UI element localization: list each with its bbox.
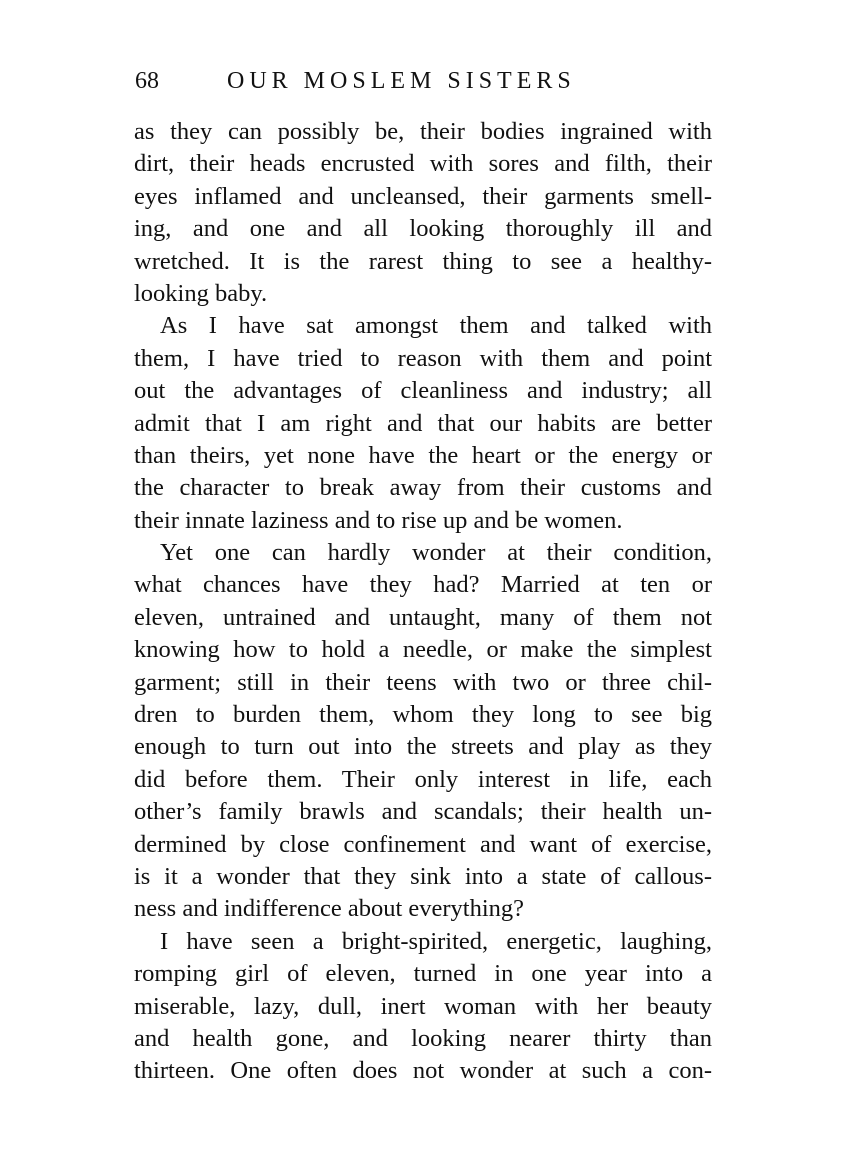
- text-line: dirt, their heads encrusted with sores and filth, their: [134, 150, 712, 178]
- page-header: [135, 68, 715, 104]
- text-line: did before them. Their only interest in life, each: [134, 765, 712, 793]
- text-line: what chances have they had? Married at ten or: [134, 571, 712, 599]
- text-line: their innate laziness and to rise up and be women.: [134, 506, 623, 534]
- paragraph-first-line: I have seen a bright-spirited, energetic, laughing,: [160, 927, 712, 955]
- text-line: and health gone, and looking nearer thirty than: [134, 1024, 712, 1052]
- text-line: is it a wonder that they sink into a state of callous-: [134, 862, 712, 890]
- text-line: than theirs, yet none have the heart or the energy or: [134, 441, 712, 469]
- text-line: knowing how to hold a needle, or make the simplest: [134, 636, 712, 664]
- text-line: them, I have tried to reason with them and point: [134, 344, 712, 372]
- page-number: 68: [135, 68, 159, 94]
- text-line: eleven, untrained and untaught, many of them not: [134, 603, 712, 631]
- text-line: ing, and one and all looking thoroughly ill and: [134, 215, 712, 243]
- text-line: enough to turn out into the streets and play as they: [134, 733, 712, 761]
- text-line: dermined by close confinement and want of exercise,: [134, 830, 712, 858]
- text-line: ness and indifference about everything?: [134, 895, 525, 923]
- text-line: other’s family brawls and scandals; their health un-: [134, 798, 712, 826]
- text-line: miserable, lazy, dull, inert woman with her beauty: [134, 992, 712, 1020]
- paragraph-first-line: Yet one can hardly wonder at their condition,: [160, 539, 712, 567]
- text-line: looking baby.: [134, 279, 268, 307]
- text-line: as they can possibly be, their bodies ingrained with: [134, 118, 712, 145]
- text-line: admit that I am right and that our habits are better: [134, 409, 712, 437]
- text-line: garment; still in their teens with two or three chil-: [134, 668, 712, 696]
- text-line: the character to break away from their customs and: [134, 474, 712, 502]
- text-line: dren to burden them, whom they long to see big: [134, 701, 712, 729]
- body-text: [134, 116, 712, 1088]
- text-line: wretched. It is the rarest thing to see a healthy-: [134, 247, 712, 275]
- running-title: OUR MOSLEM SISTERS: [227, 68, 576, 94]
- text-line: out the advantages of cleanliness and industry; all: [134, 377, 712, 405]
- text-line: thirteen. One often does not wonder at such a con-: [134, 1057, 712, 1085]
- text-line: romping girl of eleven, turned in one year into a: [134, 960, 712, 988]
- text-line: eyes inflamed and uncleansed, their garments smell-: [134, 182, 712, 210]
- paragraph-first-line: As I have sat amongst them and talked with: [160, 312, 712, 340]
